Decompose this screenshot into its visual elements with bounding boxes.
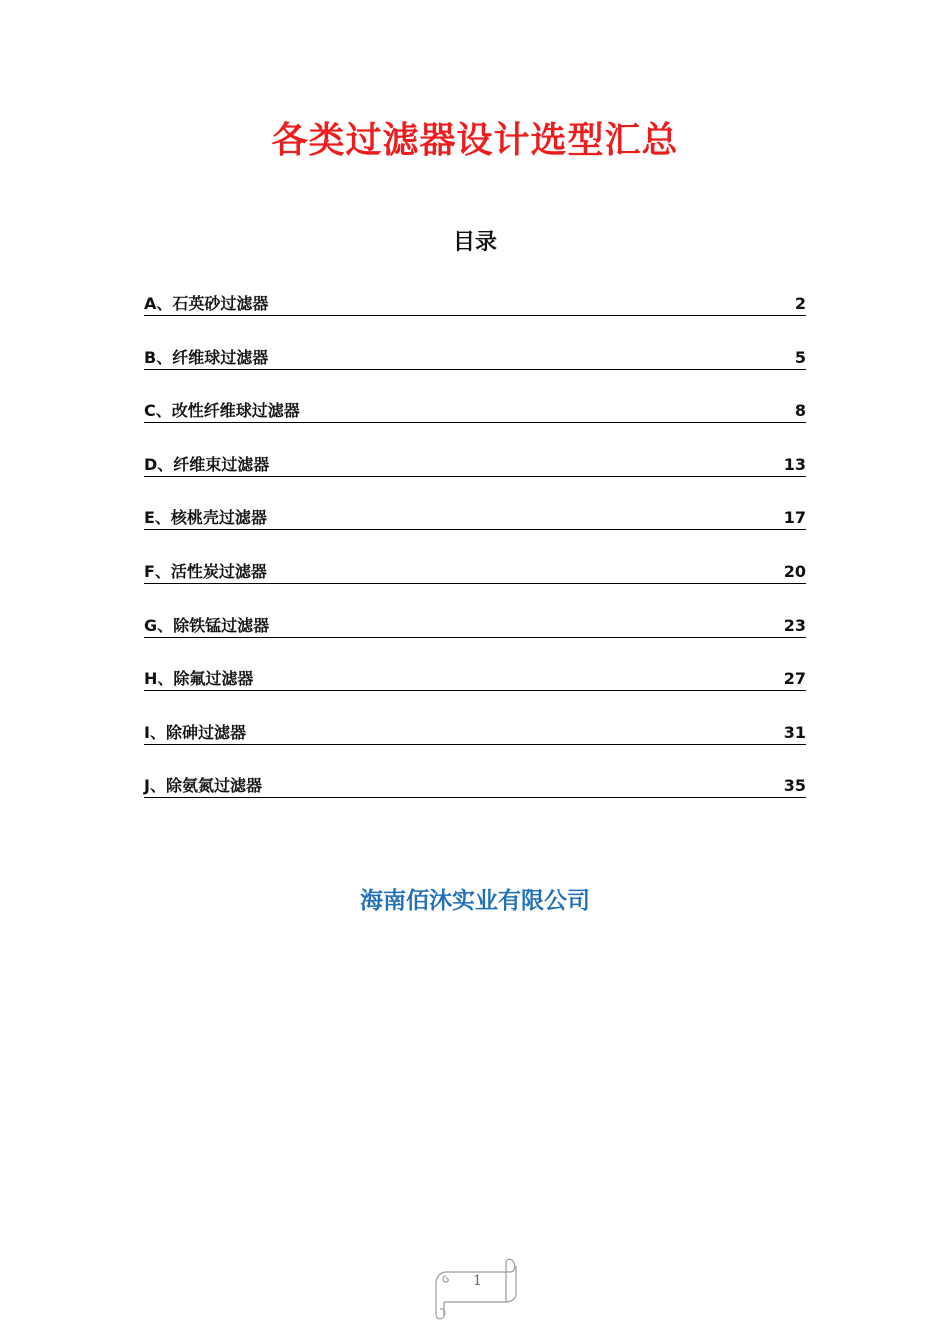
toc-entry — [144, 283, 806, 337]
toc-entry — [144, 551, 806, 605]
toc-entry-label: I、除砷过滤器 — [144, 722, 246, 742]
toc-entry-label: E、核桃壳过滤器 — [144, 508, 267, 528]
toc-entry-label: H、除氟过滤器 — [144, 669, 254, 689]
toc-entry — [144, 497, 806, 551]
toc-link[interactable] — [144, 509, 806, 530]
page-number: 1 — [473, 1273, 482, 1289]
toc-entry-page: 13 — [783, 454, 806, 474]
toc-link[interactable] — [144, 724, 806, 745]
toc-entry-label: C、改性纤维球过滤器 — [144, 401, 300, 421]
toc-link[interactable] — [144, 670, 806, 691]
toc-entry-page: 5 — [794, 347, 806, 367]
toc-entry-page: 31 — [783, 722, 806, 742]
toc-entry — [144, 658, 806, 712]
company-name: 海南佰沐实业有限公司 — [360, 888, 590, 914]
toc-entry — [144, 765, 806, 819]
toc-entry-label: J、除氨氮过滤器 — [144, 776, 262, 796]
toc-entry-page: 17 — [783, 508, 806, 528]
toc-entry-label: G、除铁锰过滤器 — [144, 615, 270, 635]
toc-entry — [144, 390, 806, 444]
toc-entry-page: 23 — [783, 615, 806, 635]
toc-entry — [144, 605, 806, 659]
toc-entry — [144, 444, 806, 498]
toc-entry-page: 27 — [783, 669, 806, 689]
toc-entry — [144, 712, 806, 766]
toc-entry-page: 8 — [794, 401, 806, 421]
toc-entry-label: A、石英砂过滤器 — [144, 294, 269, 313]
toc-link[interactable] — [144, 777, 806, 798]
toc-entry-label: D、纤维束过滤器 — [144, 454, 270, 474]
toc-entry-page: 35 — [783, 776, 806, 796]
toc-heading: 目录 — [452, 230, 497, 255]
document-title: 各类过滤器设计选型汇总 — [271, 119, 679, 161]
toc-entry-label: B、纤维球过滤器 — [144, 347, 269, 367]
toc-entry-page: 20 — [783, 561, 806, 581]
toc-link[interactable] — [144, 295, 806, 316]
page-number-scroll — [430, 1254, 520, 1322]
toc-entry — [144, 337, 806, 391]
toc-link[interactable] — [144, 402, 806, 423]
toc-link[interactable] — [144, 617, 806, 638]
toc-link[interactable] — [144, 456, 806, 477]
toc-link[interactable] — [144, 563, 806, 584]
toc-entry-page: 2 — [794, 294, 806, 313]
toc-entry-label: F、活性炭过滤器 — [144, 561, 267, 581]
table-of-contents — [144, 283, 806, 819]
toc-link[interactable] — [144, 349, 806, 370]
